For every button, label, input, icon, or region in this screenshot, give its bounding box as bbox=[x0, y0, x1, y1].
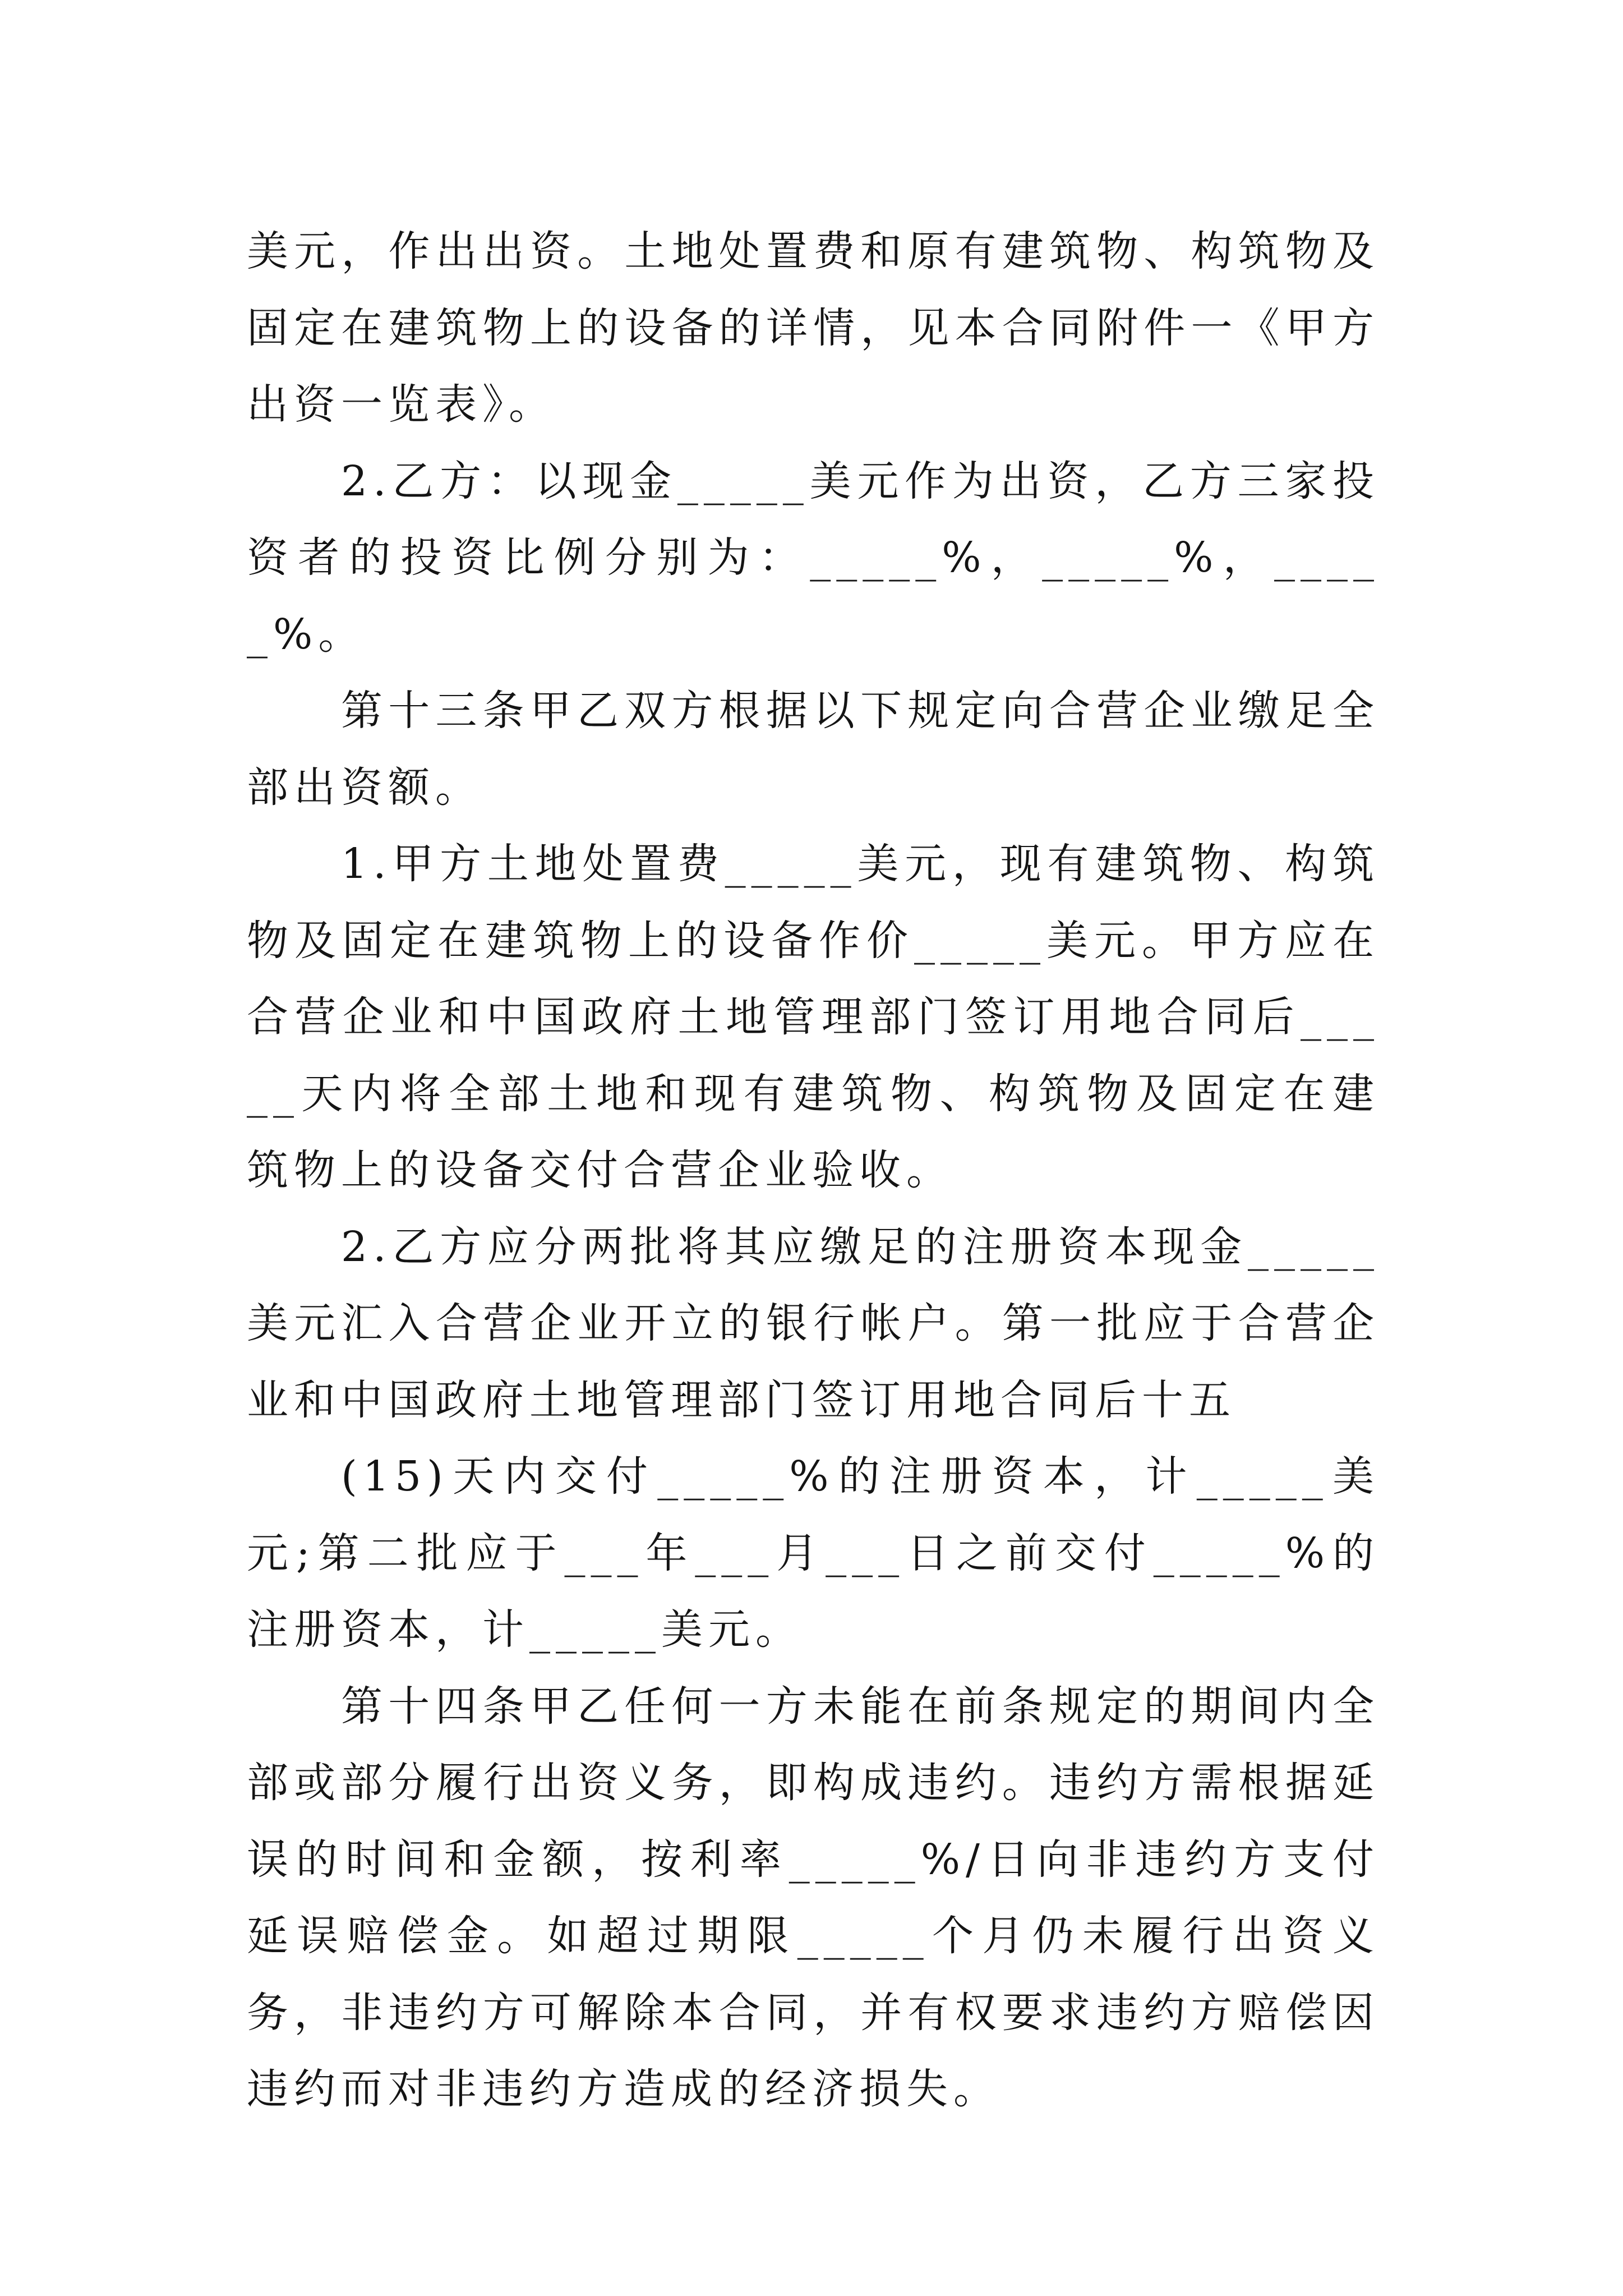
paragraph-party-b-contribution: 2.乙方：以现金_____美元作为出资，乙方三家投资者的投资比例分别为：_____%，_____%，_____%。 bbox=[247, 457, 1380, 659]
paragraph-capital-details: 美元，作出出资。土地处置费和原有建筑物、构筑物及固定在建筑物上的设备的详情，见本合同附件一《甲方出资一览表》。 bbox=[247, 227, 1380, 429]
paragraph-article-13: 第十三条甲乙双方根据以下规定向合营企业缴足全部出资额。 bbox=[247, 687, 1380, 812]
paragraph-party-b-payment: 2.乙方应分两批将其应缴足的注册资本现金_____美元汇入合营企业开立的银行帐户。第一批应于合营企业和中国政府土地管理部门签订用地合同后十五 bbox=[247, 1222, 1380, 1424]
paragraph-party-a-payment: 1.甲方土地处置费_____美元，现有建筑物、构筑物及固定在建筑物上的设备作价_____美元。甲方应在合营企业和中国政府土地管理部门签订用地合同后_____天内将全部土地和现有建筑物、构筑物及固定在建筑物上的设备交付合营企业验收。 bbox=[247, 840, 1380, 1194]
paragraph-payment-schedule: (15)天内交付_____%的注册资本，计_____美元;第二批应于___年___月___日之前交付_____%的注册资本，计_____美元。 bbox=[247, 1452, 1380, 1654]
paragraph-article-14: 第十四条甲乙任何一方未能在前条规定的期间内全部或部分履行出资义务，即构成违约。违约方需根据延误的时间和金额，按利率_____%/日向非违约方支付延误赔偿金。如超过期限_____个月仍未履行出资义务，非违约方可解除本合同，并有权要求违约方赔偿因违约而对非违约方造成的经济损失。 bbox=[247, 1682, 1380, 2113]
contract-text-body bbox=[247, 213, 1380, 2128]
